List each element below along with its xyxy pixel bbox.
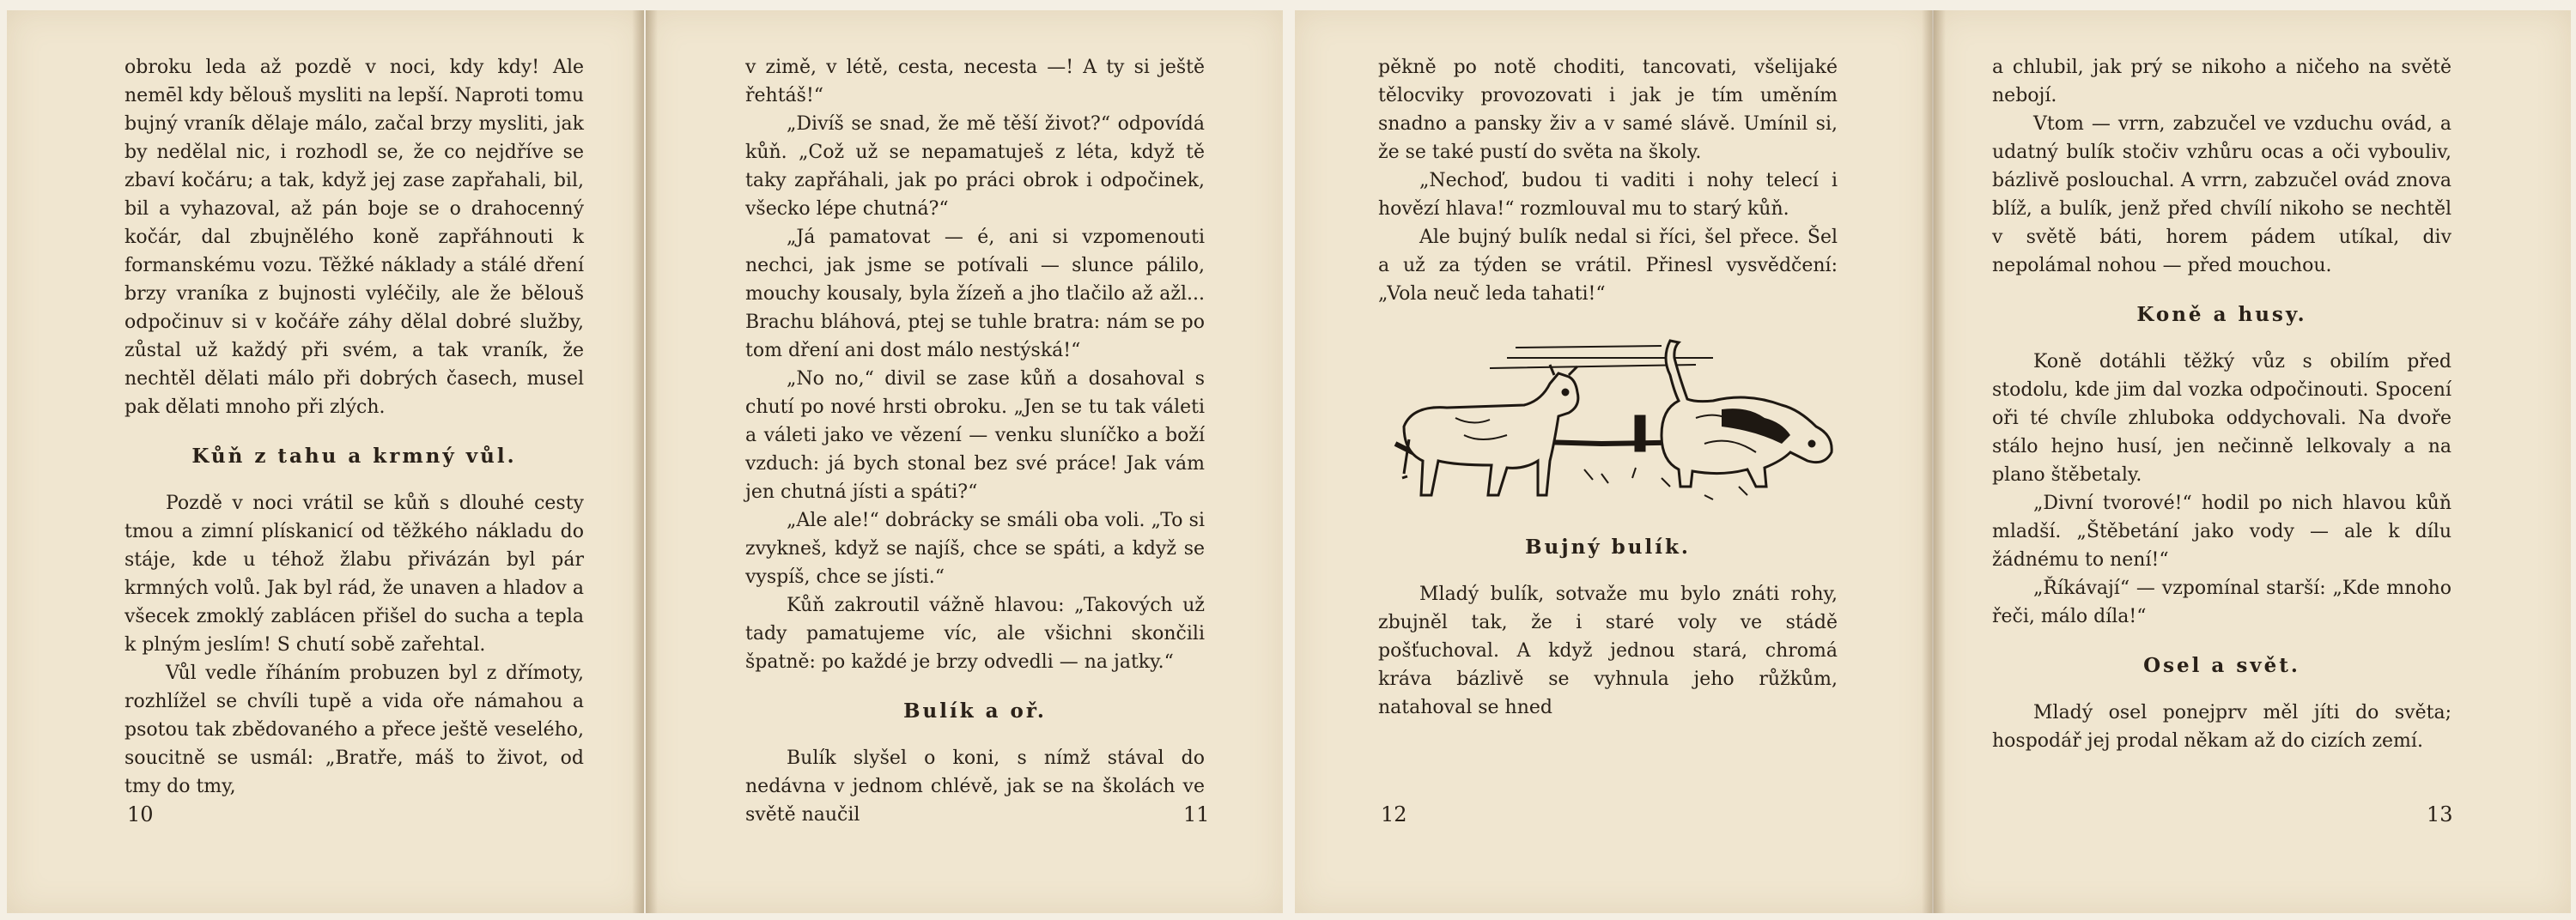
gutter-shadow-right xyxy=(646,10,658,913)
paragraph: Koně dotáhli těžký vůz s obilím před stodolu, kde jim dal vozka odpočinouti. Spocení oři té chvíle zhluboka oddychovali. Na dvoře stálo hejno husí, jen nečinně lelkovaly a na plano štěbetaly. xyxy=(1992,351,2451,486)
cow-figure xyxy=(1402,365,1578,495)
paragraph: Mladý bulík, sotvaže mu bylo znáti rohy, zbujněl tak, že i staré voly ve stádě pošťuchoval. A když jednou stará, chromá kráva bázlivě se vyhnula jeho růžkům, natahoval se hned xyxy=(1378,584,1838,718)
paragraph: Vůl vedle říháním probuzen byl z dřímoty, rozhlížel se chvíli tupě a vida oře námahou a psotou tak zbědovaného a přece ještě veselého, soucitně se usmál: „Bratře, máš to život, od tmy do tmy, xyxy=(125,663,584,797)
paragraph: „No no,“ divil se zase kůň a dosahoval s chutí po nové hrsti obroku. „Jen se tu tak váleti a váleti jako ve vězení — venku sluníčko a boží vzduch: já bych stonal bez své práce! Jak vám jen chutná jísti a spáti?“ xyxy=(745,368,1205,503)
page-number-10: 10 xyxy=(127,802,154,826)
paragraph: „Divíš se snad, že mě těší život?“ odpovídá kůň. „Což už se nepamatuješ z léta, když tě taky zapřáhali, jak po práci obrok i odpočinek, všecko lépe chutná?“ xyxy=(745,113,1205,220)
gutter-shadow-left-2 xyxy=(1922,10,1934,913)
paragraph: obroku leda až pozdě v noci, kdy kdy! Ale nemēl kdy bělouš mysliti na lepší. Naproti tomu bujný vraník dělaje málo, začal brzy mysliti, jak by nedělal nic, i rozhodl se, že co nejdříve se zbaví kočáru; a tak, když jej zase zapřahali, bil, bil a vyhazoval, až pán boje se o drahocenný kočár, dal zbujnělého koně zapřáhnouti k formanskému vozu. Těžké náklady a stálé dření brzy vraníka z bujnosti vyléčily, ale že bělouš odpočinuv si v kočáře záhy dělal dobré služby, zůstal už každý při svém, a tak vraník, že nechtěl dělati málo při dobrých časech, musel pak dělati mnoho při zlých. xyxy=(125,57,584,418)
page-12-text xyxy=(1378,53,1838,722)
gutter-shadow-left xyxy=(632,10,644,913)
paragraph: „Nechoď, budou ti vaditi i nohy telecí i hovězí hlava!“ rozmlouval mu to starý kůň. xyxy=(1378,170,1838,220)
gutter-shadow-right-2 xyxy=(1934,10,1946,913)
paragraph: „Ale ale!“ dobrácky se smáli oba voli. „To si zvykneš, když se najíš, chce se spáti, a když se vyspíš, chce se jísti.“ xyxy=(745,510,1205,588)
paragraph: Bulík slyšel o koni, s nímž stával do nedávna v jednom chlévě, jak se na školách ve světě naučil xyxy=(745,748,1205,826)
illustration-bull-and-horse xyxy=(1378,324,1842,512)
paragraph: Kůň zakroutil vážně hlavou: „Takových už tady pamatujeme víc, ale všichni skončili špatně: po každé je brzy odvedli — na jatky.“ xyxy=(745,595,1205,673)
story-heading: Bujný bulík. xyxy=(1525,536,1691,559)
paragraph: pěkně po notě choditi, tancovati, všelijaké tělocviky provozovati i jak je tím uměním snadno a pansky živ a v samé slávě. Umínil si, že se také pustí do světa na školy. xyxy=(1378,57,1838,163)
page-11-text xyxy=(745,53,1205,829)
page-number-13: 13 xyxy=(2427,802,2453,826)
story-heading: Koně a husy. xyxy=(2136,303,2307,326)
story-heading: Kůň z tahu a krmný vůl. xyxy=(191,445,517,468)
paragraph: v zimě, v létě, cesta, necesta —! A ty si ještě řehtáš!“ xyxy=(745,57,1205,106)
paragraph: „Říkávají“ — vzpomínal starší: „Kde mnoho řeči, málo díla!“ xyxy=(1992,578,2451,627)
paragraph: Mladý osel ponejprv měl jíti do světa; hospodář jej prodal někam až do cizích zemí. xyxy=(1992,702,2451,752)
paragraph: „Divní tvorové!“ hodil po nich hlavou kůň mladší. „Štěbetání jako vody — ale k dílu žádnému to není!“ xyxy=(1992,493,2451,571)
page-number-12: 12 xyxy=(1381,802,1407,826)
page-number-11: 11 xyxy=(1183,802,1210,826)
paragraph: a chlubil, jak prý se nikoho a ničeho na světě nebojí. xyxy=(1992,57,2451,106)
story-heading: Osel a svět. xyxy=(2143,654,2300,677)
page-10-text xyxy=(125,53,584,801)
paragraph: Pozdě v noci vrátil se kůň s dlouhé cesty tmou a zimní plískanicí od těžkého nákladu do stáje, kde u téhož žlabu přivázán byl pár krmných volů. Jak byl rád, že unaven a hladov a všecek zmoklý zablácen přišel do sucha a tepla k plným jeslím! S chutí sobě zařehtal. xyxy=(125,493,584,656)
paragraph: Vtom — vrrn, zabzučel ve vzduchu ovád, a udatný bulík stočiv vzhůru ocas a oči vybouliv, bázlivě poslouchal. A vrrn, zabzučel ovád znova blíž, a bulík, jenž před chvílí nikoho se nechtěl v světě báti, horem pádem utíkal, div nepolámal nohou — před mouchou. xyxy=(1992,113,2451,276)
paragraph: Ale bujný bulík nedal si říci, šel přece. Šel a už za týden se vrátil. Přinesl vysvědčení: „Vola neuč leda tahati!“ xyxy=(1378,227,1838,305)
story-heading: Bulík a oř. xyxy=(903,699,1047,723)
paragraph: „Já pamatovat — é, ani si vzpomenouti nechci, jak jsme se potívali — slunce pálilo, mouchy kousaly, byla žízeň a jho tlačilo až ažl... Brachu bláhová, ptej se tuhle bratra: nám se po tom dření ani dost málo nestýská!“ xyxy=(745,227,1205,361)
page-13-text xyxy=(1992,53,2451,755)
bull-figure xyxy=(1662,341,1832,487)
